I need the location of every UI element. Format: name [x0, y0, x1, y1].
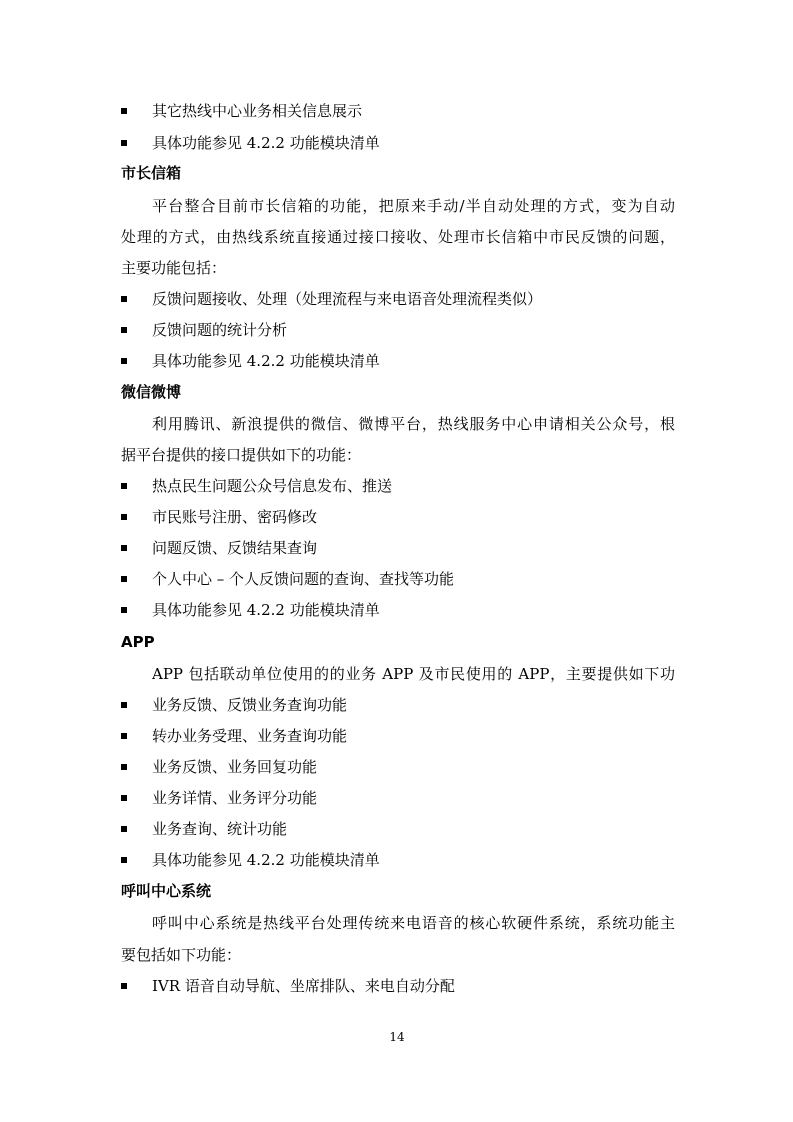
square-bullet-icon	[121, 857, 127, 863]
square-bullet-icon	[121, 576, 127, 582]
bullet-item	[121, 133, 681, 153]
square-bullet-icon	[121, 483, 127, 489]
bullet-item	[121, 538, 681, 558]
paragraph-line: 据平台提供的接口提供如下的功能：	[121, 446, 362, 464]
square-bullet-icon	[121, 702, 127, 708]
bullet-item	[121, 850, 681, 870]
paragraph-line: APP 包括联动单位使用的的业务 APP 及市民使用的 APP，主要提供如下功	[152, 665, 675, 683]
bullet-text: 业务查询、统计功能	[152, 820, 288, 838]
paragraph-line: 呼叫中心系统是热线平台处理传统来电语音的核心软硬件系统，系统功能主	[152, 914, 675, 932]
square-bullet-icon	[121, 514, 127, 520]
section-heading-app: APP	[121, 633, 155, 651]
bullet-item	[121, 788, 681, 808]
square-bullet-icon	[121, 327, 127, 333]
bullet-text: 业务反馈、反馈业务查询功能	[152, 696, 348, 714]
square-bullet-icon	[121, 795, 127, 801]
bullet-item	[121, 976, 681, 996]
bullet-text: IVR 语音自动导航、坐席排队、来电自动分配	[152, 977, 455, 995]
square-bullet-icon	[121, 733, 127, 739]
square-bullet-icon	[121, 358, 127, 364]
square-bullet-icon	[121, 108, 127, 114]
paragraph-line: 要包括如下功能：	[121, 946, 242, 964]
square-bullet-icon	[121, 545, 127, 551]
bullet-text: 具体功能参见 4.2.2 功能模块清单	[152, 352, 380, 370]
bullet-text: 具体功能参见 4.2.2 功能模块清单	[152, 851, 380, 869]
bullet-item	[121, 695, 681, 715]
bullet-text: 市民账号注册、密码修改	[152, 508, 318, 526]
bullet-text: 其它热线中心业务相关信息展示	[152, 102, 363, 120]
bullet-text: 问题反馈、反馈结果查询	[152, 539, 318, 557]
bullet-item	[121, 726, 681, 746]
bullet-item	[121, 507, 681, 527]
square-bullet-icon	[121, 140, 127, 146]
bullet-item	[121, 476, 681, 496]
square-bullet-icon	[121, 983, 127, 989]
paragraph-line: 处理的方式，由热线系统直接通过接口接收、处理市长信箱中市民反馈的问题，	[121, 228, 675, 246]
bullet-text: 热点民生问题公众号信息发布、推送	[152, 477, 393, 495]
square-bullet-icon	[121, 607, 127, 613]
bullet-text: 反馈问题的统计分析	[152, 321, 288, 339]
bullet-item	[121, 757, 681, 777]
section-heading-call-center: 呼叫中心系统	[121, 882, 212, 900]
page-number: 14	[389, 1030, 405, 1044]
bullet-item	[121, 819, 681, 839]
square-bullet-icon	[121, 764, 127, 770]
bullet-text: 业务反馈、业务回复功能	[152, 758, 318, 776]
bullet-text: 业务详情、业务评分功能	[152, 789, 318, 807]
bullet-item	[121, 569, 681, 589]
bullet-text: 转办业务受理、业务查询功能	[152, 727, 348, 745]
bullet-item	[121, 289, 681, 309]
bullet-text: 反馈问题接收、处理（处理流程与来电语音处理流程类似）	[152, 290, 543, 308]
bullet-item	[121, 101, 681, 121]
bullet-text: 具体功能参见 4.2.2 功能模块清单	[152, 601, 380, 619]
bullet-item	[121, 351, 681, 371]
bullet-text: 具体功能参见 4.2.2 功能模块清单	[152, 134, 380, 152]
paragraph-line: 利用腾讯、新浪提供的微信、微博平台，热线服务中心申请相关公众号，根	[152, 415, 675, 433]
square-bullet-icon	[121, 296, 127, 302]
bullet-item	[121, 320, 681, 340]
section-heading-mayor-mailbox: 市长信箱	[121, 164, 182, 182]
bullet-text: 个人中心 – 个人反馈问题的查询、查找等功能	[152, 570, 455, 588]
paragraph-line: 平台整合目前市长信箱的功能，把原来手动/半自动处理的方式，变为自动	[152, 197, 675, 215]
bullet-item	[121, 600, 681, 620]
paragraph-line: 主要功能包括：	[121, 259, 227, 277]
square-bullet-icon	[121, 826, 127, 832]
section-heading-wechat-weibo: 微信微博	[121, 383, 182, 401]
